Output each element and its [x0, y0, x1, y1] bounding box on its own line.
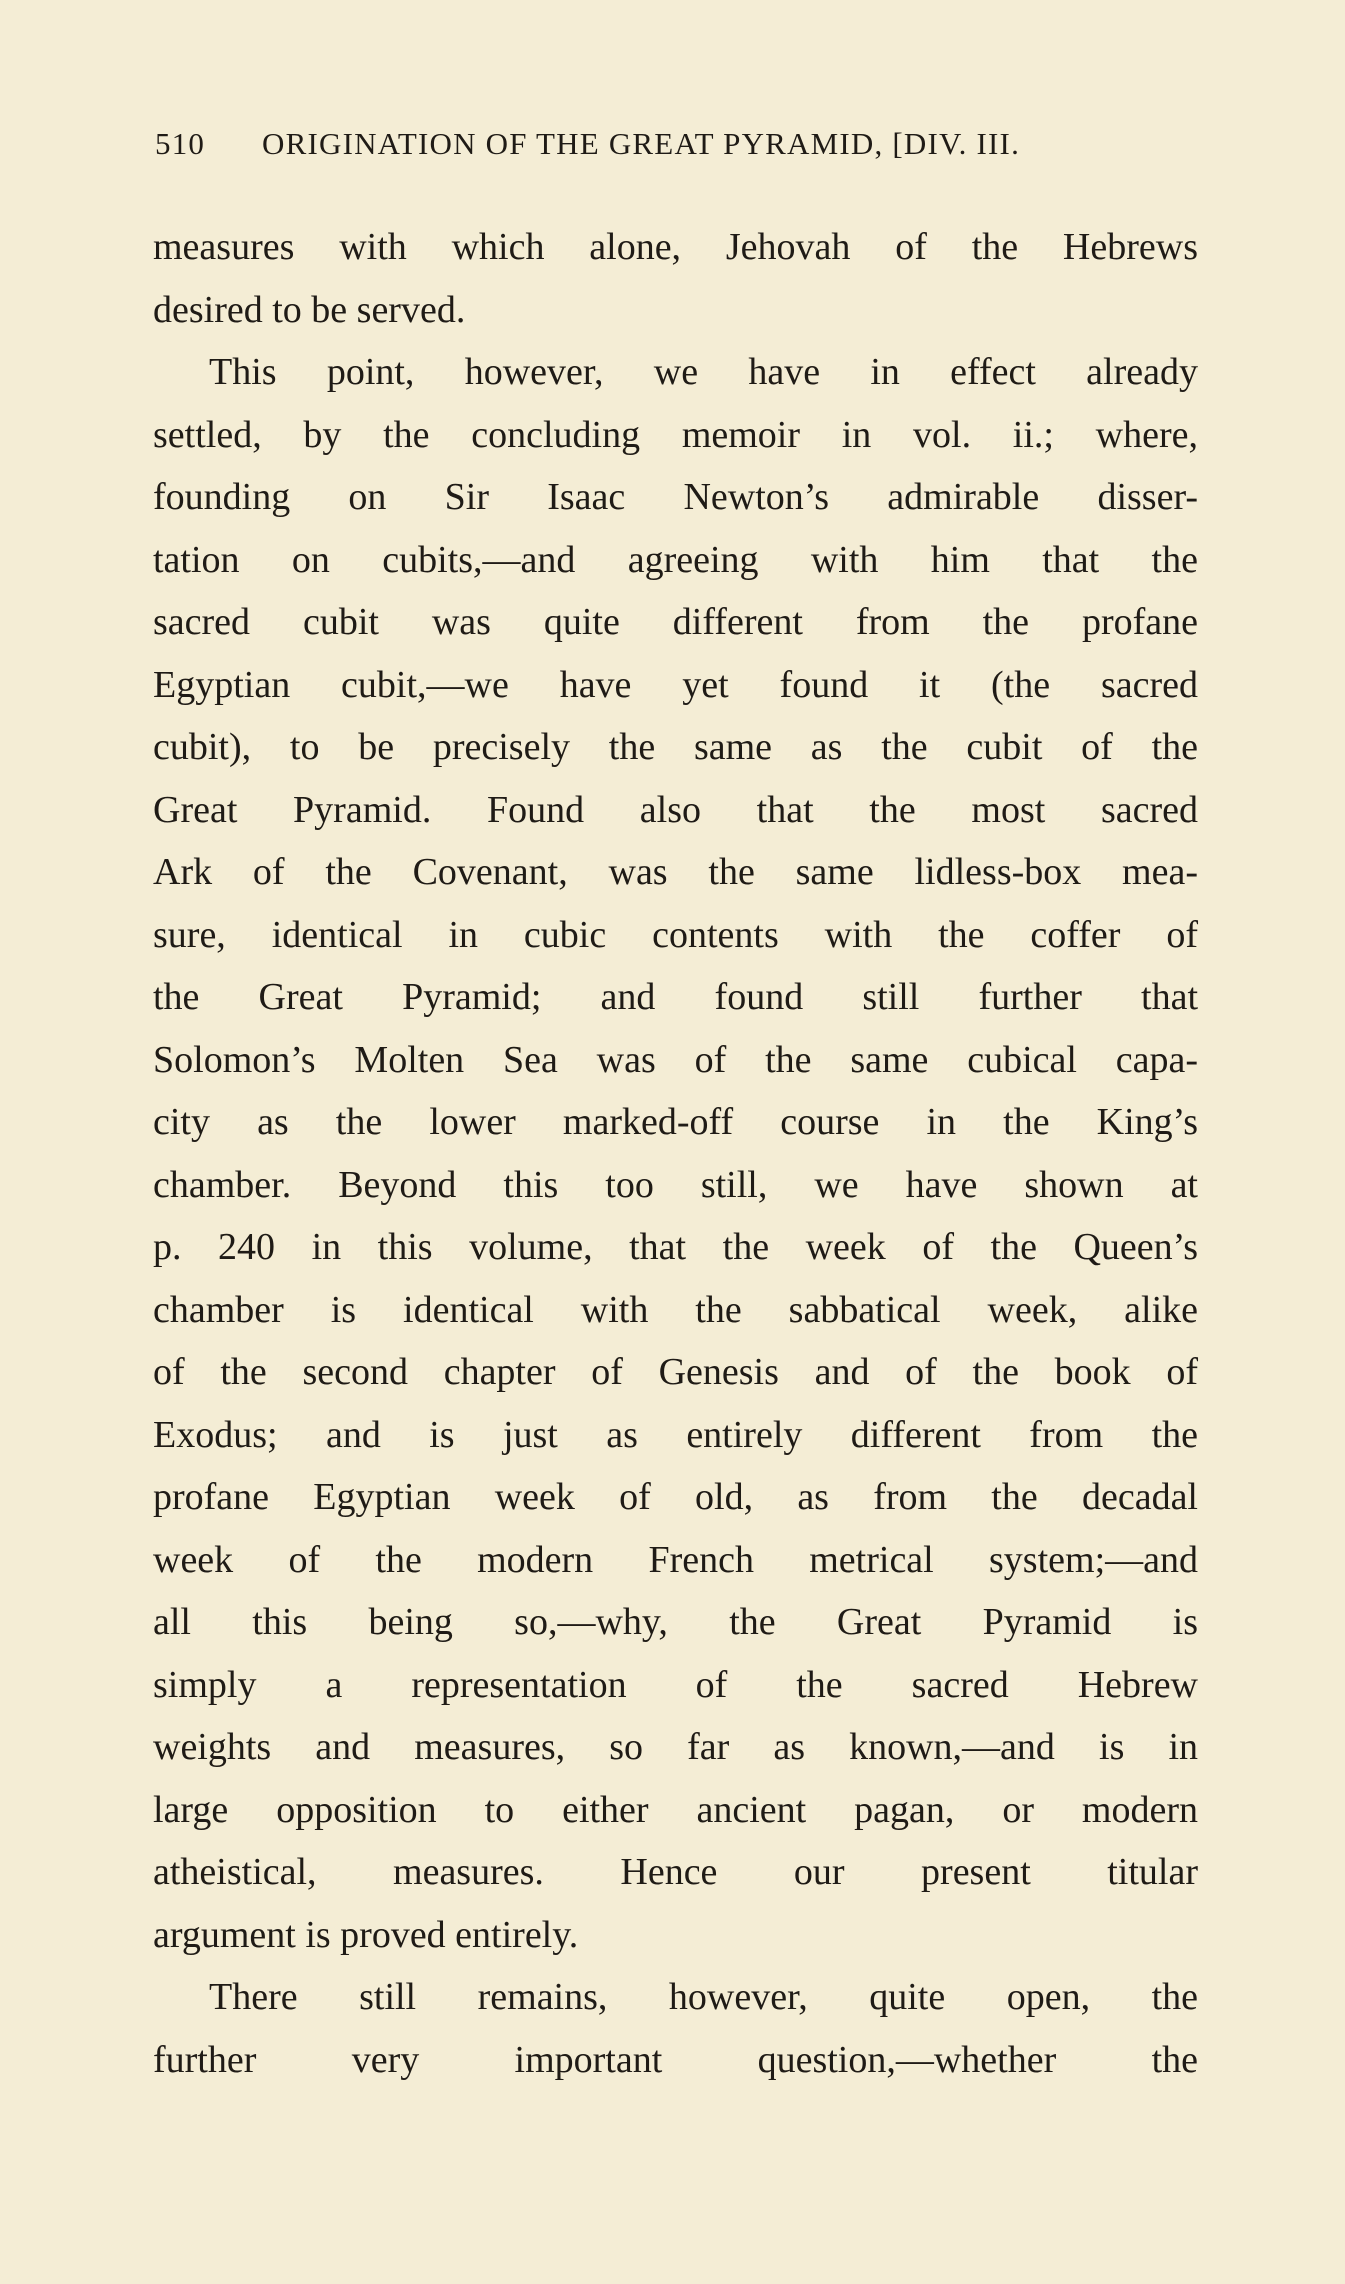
paragraph-start-line: There still remains, however, quite open, the: [209, 1976, 1198, 2018]
text-line: chamber is identical with the sabbatical week, alike: [153, 1288, 1198, 1331]
text-line: chamber. Beyond this too still, we have shown at: [153, 1163, 1198, 1206]
text-line: argument is proved entirely.: [153, 1913, 579, 1956]
text-line: founding on Sir Isaac Newton’s admirable disser-: [153, 476, 1198, 518]
text-line: Exodus; and is just as entirely different from the: [153, 1413, 1198, 1456]
text-line: large opposition to either ancient pagan, or modern: [153, 1788, 1198, 1831]
text-line: simply a representation of the sacred Hebrew: [153, 1663, 1198, 1706]
text-line: measures with which alone, Jehovah of the Hebrews: [153, 226, 1198, 268]
text-line: sure, identical in cubic contents with the coffer of: [153, 913, 1198, 956]
text-line: week of the modern French metrical system;—and: [153, 1538, 1198, 1581]
running-title: ORIGINATION OF THE GREAT PYRAMID, [DIV. III.: [262, 126, 1021, 161]
text-line: p. 240 in this volume, that the week of the Queen’s: [153, 1226, 1198, 1268]
body-text: [153, 216, 1198, 2091]
text-line: city as the lower marked-off course in the King’s: [153, 1101, 1198, 1143]
page-header: [155, 126, 1200, 170]
text-line: tation on cubits,—and agreeing with him that the: [153, 538, 1198, 581]
text-line: sacred cubit was quite different from the profane: [153, 601, 1198, 643]
text-line: atheistical, measures. Hence our present titular: [153, 1851, 1198, 1893]
text-line: further very important question,—whether the: [153, 2038, 1198, 2081]
page-number: 510: [155, 126, 206, 161]
text-line: settled, by the concluding memoir in vol. ii.; where,: [153, 413, 1198, 456]
text-line: Solomon’s Molten Sea was of the same cubical capa-: [153, 1038, 1198, 1081]
text-line: the Great Pyramid; and found still further that: [153, 976, 1198, 1018]
text-line: weights and measures, so far as known,—and is in: [153, 1726, 1198, 1768]
text-line: Great Pyramid. Found also that the most sacred: [153, 788, 1198, 831]
text-line: Ark of the Covenant, was the same lidless-box mea-: [153, 851, 1198, 893]
text-line: of the second chapter of Genesis and of the book of: [153, 1351, 1198, 1393]
text-line: cubit), to be precisely the same as the cubit of the: [153, 726, 1198, 768]
text-line: all this being so,—why, the Great Pyramid is: [153, 1601, 1198, 1643]
text-line: desired to be served.: [153, 288, 466, 331]
text-line: Egyptian cubit,—we have yet found it (the sacred: [153, 663, 1198, 706]
text-line: profane Egyptian week of old, as from the decadal: [153, 1476, 1198, 1518]
paragraph-start-line: This point, however, we have in effect already: [209, 351, 1198, 393]
